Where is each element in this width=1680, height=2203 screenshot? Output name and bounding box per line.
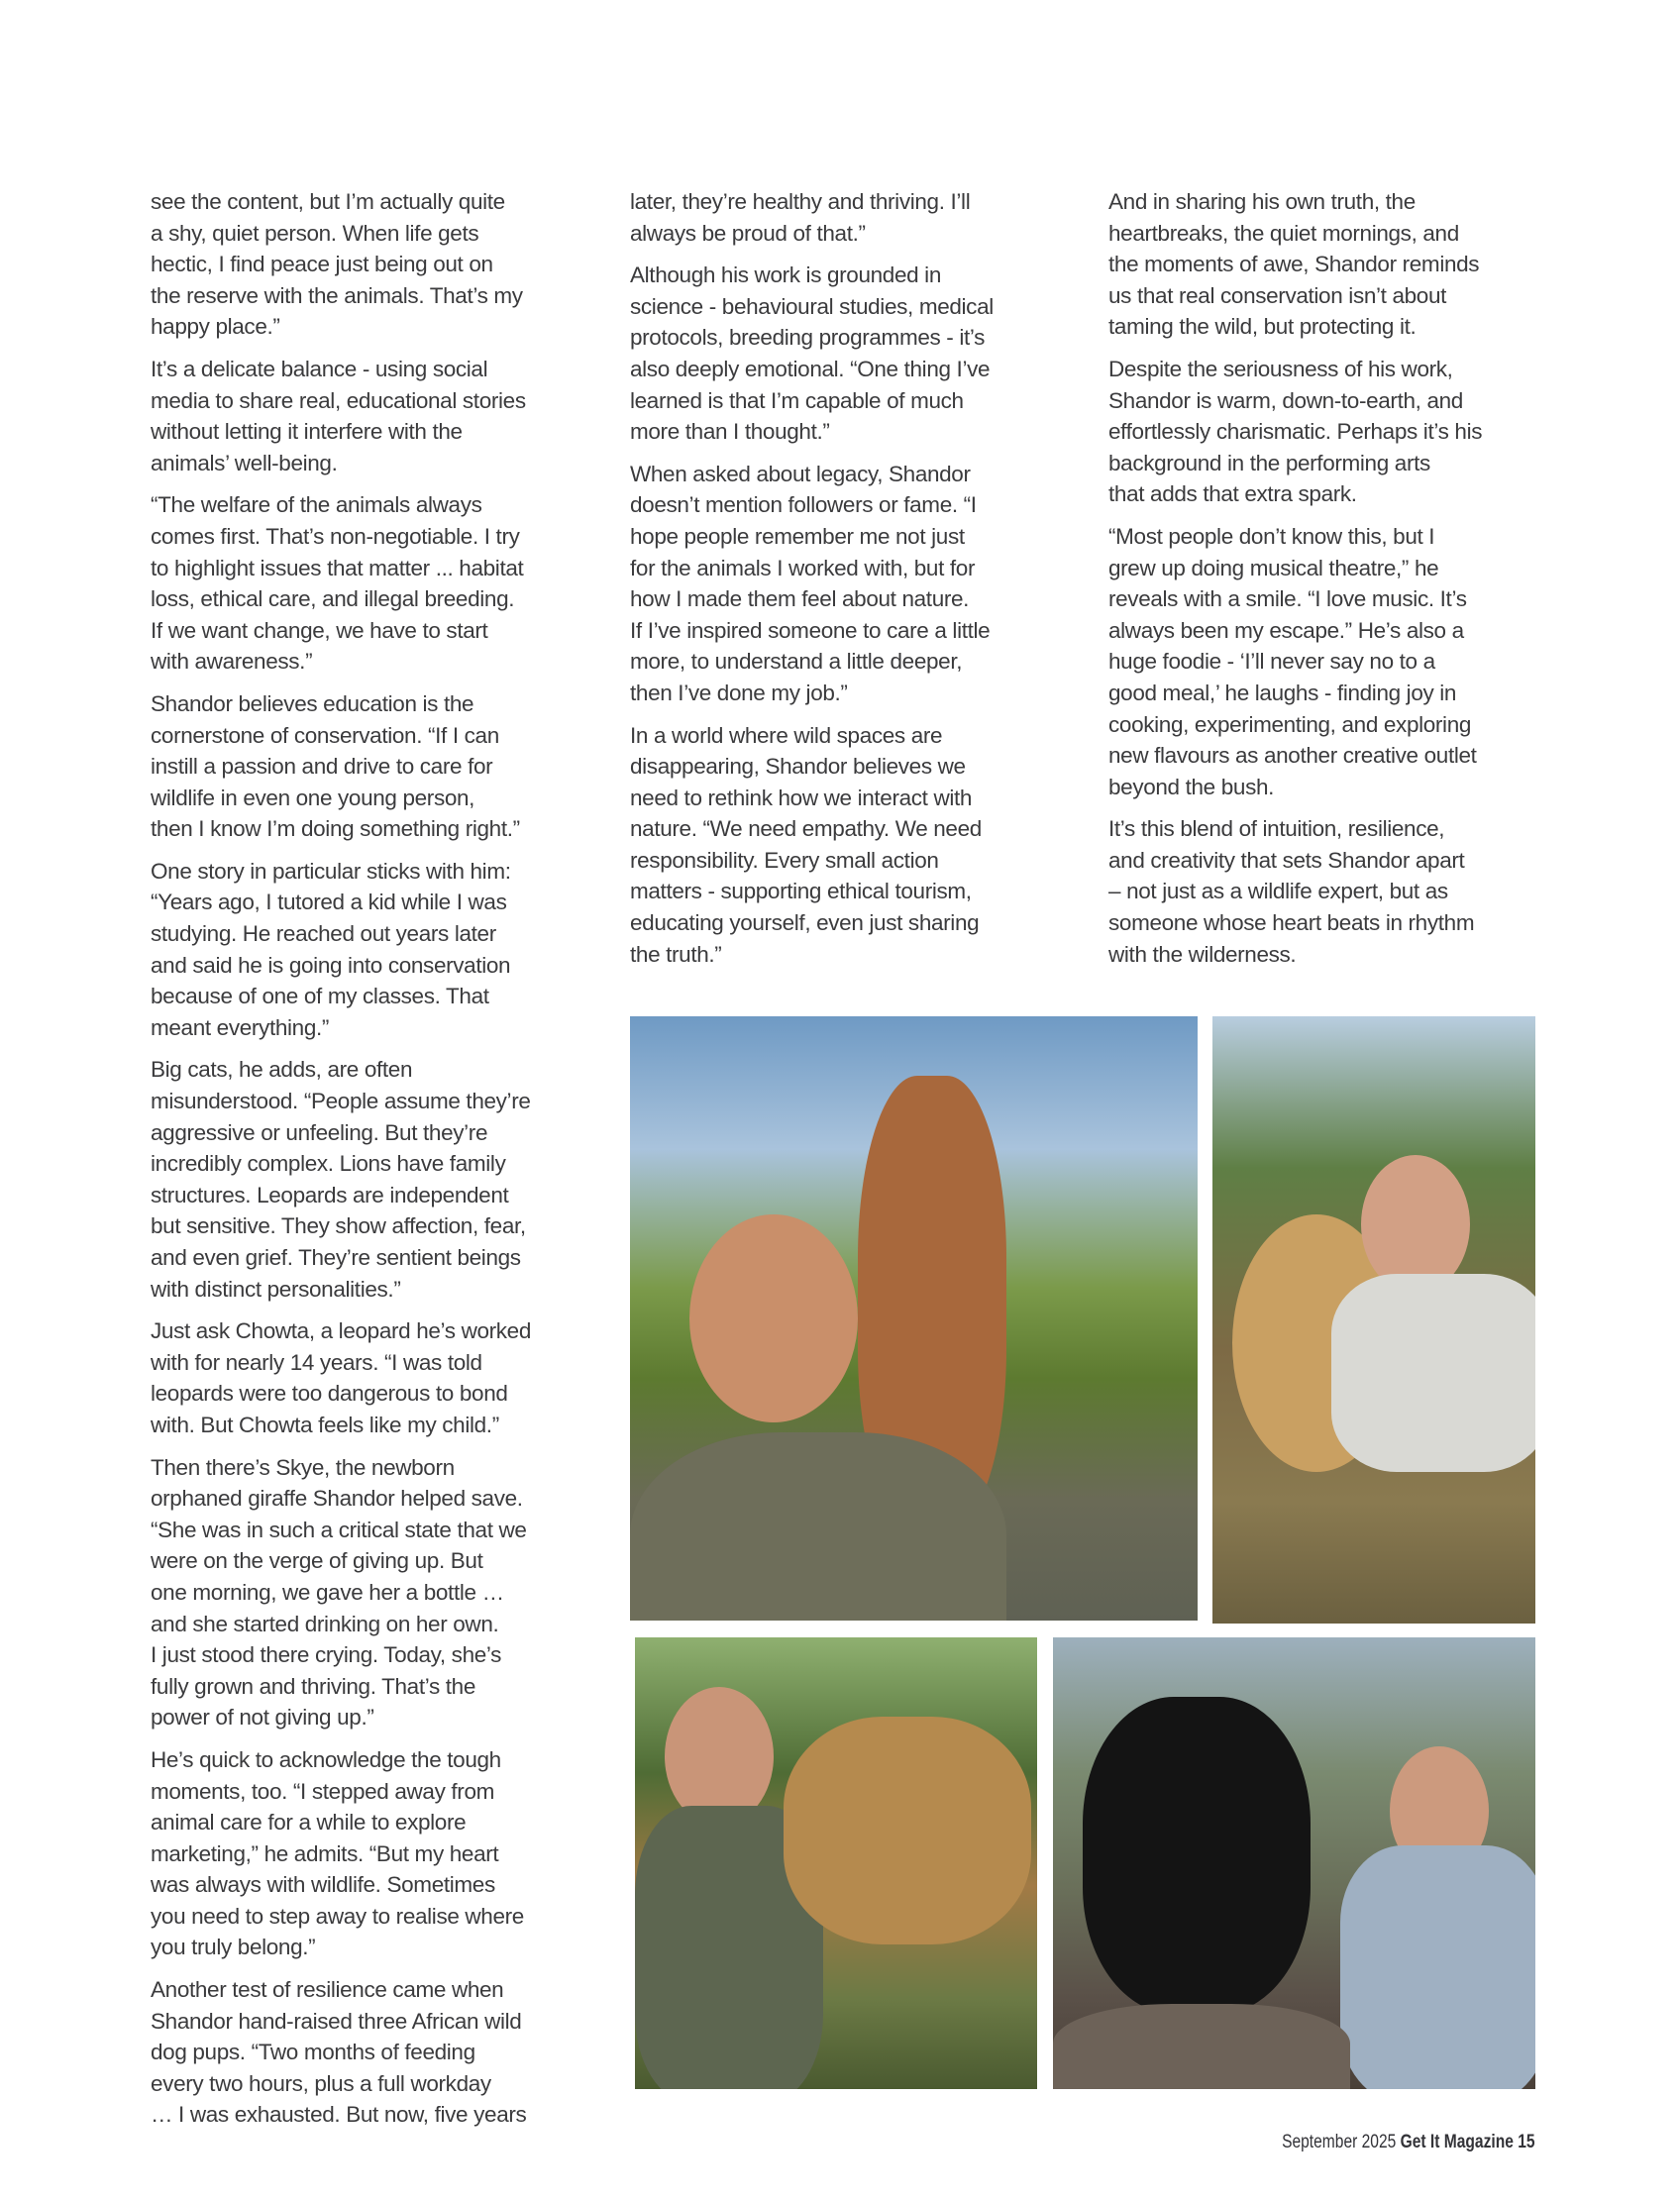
paragraph-line: and she started drinking on her own. [151, 1611, 499, 1636]
paragraph-line: were on the verge of giving up. But [151, 1548, 483, 1574]
paragraph-line: good meal,’ he laughs - finding joy in [1108, 680, 1457, 705]
paragraph-line: Another test of resilience came when [151, 1977, 504, 2003]
paragraph-line: animals’ well-being. [151, 450, 338, 475]
article-paragraph [151, 1054, 586, 1305]
paragraph-line: If I’ve inspired someone to care a little [630, 617, 991, 643]
paragraph-line: someone whose heart beats in rhythm [1108, 910, 1475, 936]
paragraph-line: how I made them feel about nature. [630, 586, 970, 612]
paragraph-line: loss, ethical care, and illegal breeding. [151, 586, 515, 612]
photo-shirt-shape [630, 1432, 1006, 1621]
paragraph-line: dog pups. “Two months of feeding [151, 2040, 475, 2065]
paragraph-line: learned is that I’m capable of much [630, 387, 964, 413]
paragraph-line: studying. He reached out years later [151, 921, 496, 947]
photo-man-with-cheetah [1212, 1016, 1535, 1624]
paragraph-line: with. But Chowta feels like my child.” [151, 1412, 499, 1437]
paragraph-line: Shandor believes education is the [151, 690, 474, 716]
paragraph-line: Although his work is grounded in [630, 262, 941, 288]
paragraph-line: responsibility. Every small action [630, 847, 939, 873]
paragraph-line: with the wilderness. [1108, 941, 1297, 967]
article-paragraph [1108, 813, 1544, 970]
paragraph-line: orphaned giraffe Shandor helped save. [151, 1486, 523, 1512]
paragraph-line: wildlife in even one young person, [151, 785, 475, 810]
article-paragraph [630, 459, 1051, 709]
paragraph-line: nature. “We need empathy. We need [630, 816, 982, 842]
paragraph-line: “The welfare of the animals always [151, 492, 482, 518]
paragraph-line: later, they’re healthy and thriving. I’ll [630, 189, 971, 214]
paragraph-line: “Years ago, I tutored a kid while I was [151, 890, 507, 915]
article-column-3 [1108, 186, 1544, 981]
paragraph-line: marketing,” he admits. “But my heart [151, 1840, 499, 1866]
paragraph-line: heartbreaks, the quiet mornings, and [1108, 220, 1459, 246]
paragraph-line: for the animals I worked with, but for [630, 555, 976, 580]
paragraph-line: every two hours, plus a full workday [151, 2070, 491, 2096]
article-paragraph [151, 688, 586, 845]
paragraph-line: educating yourself, even just sharing [630, 910, 980, 936]
photo-man-with-giraffe [630, 1016, 1198, 1621]
paragraph-line: “She was in such a critical state that we [151, 1517, 527, 1542]
paragraph-line: hectic, I find peace just being out on [151, 252, 493, 277]
paragraph-line: “Most people don’t know this, but I [1108, 523, 1435, 549]
paragraph-line: structures. Leopards are independent [151, 1182, 509, 1207]
paragraph-line: Shandor hand-raised three African wild [151, 2008, 522, 2034]
paragraph-line: moments, too. “I stepped away from [151, 1778, 495, 1804]
paragraph-line: one morning, we gave her a bottle … [151, 1579, 504, 1605]
photo-face-shape [665, 1687, 774, 1826]
article-column-2 [630, 186, 1051, 981]
paragraph-line: hope people remember me not just [630, 523, 965, 549]
paragraph-line: misunderstood. “People assume they’re [151, 1089, 531, 1114]
paragraph-line: the moments of awe, Shandor reminds [1108, 252, 1480, 277]
photo-face-shape [1361, 1155, 1470, 1294]
paragraph-line: more than I thought.” [630, 419, 830, 445]
paragraph-line: It’s this blend of intuition, resilience, [1108, 816, 1445, 842]
paragraph-line: aggressive or unfeeling. But they’re [151, 1119, 488, 1145]
paragraph-line: It’s a delicate balance - using social [151, 356, 488, 381]
article-paragraph [151, 1315, 586, 1440]
paragraph-line: grew up doing musical theatre,” he [1108, 555, 1439, 580]
paragraph-line: effortlessly charismatic. Perhaps it’s his [1108, 419, 1483, 445]
paragraph-line: science - behavioural studies, medical [630, 293, 994, 319]
paragraph-line: taming the wild, but protecting it. [1108, 314, 1417, 340]
paragraph-line: with awareness.” [151, 649, 313, 675]
paragraph-line: see the content, but I’m actually quite [151, 189, 505, 214]
photo-shirt-shape [1340, 1845, 1535, 2089]
article-paragraph [151, 1744, 586, 1963]
paragraph-line: new flavours as another creative outlet [1108, 743, 1477, 769]
paragraph-line: you need to step away to realise where [151, 1903, 524, 1929]
paragraph-line: then I know I’m doing something right.” [151, 816, 520, 842]
paragraph-line: incredibly complex. Lions have family [151, 1151, 506, 1177]
paragraph-line: with distinct personalities.” [151, 1276, 401, 1302]
page-footer [1283, 2132, 1535, 2153]
paragraph-line: If we want change, we have to start [151, 617, 488, 643]
paragraph-line: more, to understand a little deeper, [630, 649, 963, 675]
paragraph-line: that adds that extra spark. [1108, 481, 1357, 507]
paragraph-line: One story in particular sticks with him: [151, 858, 511, 884]
paragraph-line: the reserve with the animals. That’s my [151, 282, 523, 308]
footer-page-number: 15 [1518, 2132, 1535, 2152]
paragraph-line: and creativity that sets Shandor apart [1108, 847, 1465, 873]
article-paragraph [1108, 354, 1544, 510]
paragraph-line: but sensitive. They show affection, fear, [151, 1213, 526, 1239]
paragraph-line: disappearing, Shandor believes we [630, 754, 966, 780]
article-paragraph [151, 1974, 586, 2131]
paragraph-line: protocols, breeding programmes - it’s [630, 325, 986, 351]
photo-rock-shape [1053, 2004, 1350, 2089]
paragraph-line: was always with wildlife. Sometimes [151, 1872, 495, 1898]
paragraph-line: animal care for a while to explore [151, 1810, 467, 1836]
paragraph-line: Big cats, he adds, are often [151, 1057, 413, 1083]
footer-magazine-name: Get It Magazine [1401, 2132, 1515, 2152]
paragraph-line: I just stood there crying. Today, she’s [151, 1642, 502, 1668]
paragraph-line: When asked about legacy, Shandor [630, 461, 971, 486]
paragraph-line: without letting it interfere with the [151, 419, 463, 445]
paragraph-line: power of not giving up.” [151, 1705, 374, 1731]
paragraph-line: In a world where wild spaces are [630, 722, 943, 748]
paragraph-line: He’s quick to acknowledge the tough [151, 1746, 501, 1772]
article-paragraph [151, 1452, 586, 1733]
paragraph-line: leopards were too dangerous to bond [151, 1381, 508, 1407]
paragraph-line: meant everything.” [151, 1014, 330, 1040]
article-paragraph [151, 354, 586, 478]
paragraph-line: instill a passion and drive to care for [151, 754, 493, 780]
paragraph-line: us that real conservation isn’t about [1108, 282, 1447, 308]
paragraph-line: Despite the seriousness of his work, [1108, 356, 1453, 381]
footer-issue-date: September 2025 [1282, 2132, 1397, 2152]
photo-panther-shape [1083, 1697, 1311, 2014]
article-paragraph [630, 186, 1051, 249]
article-column-1 [151, 186, 586, 2142]
article-paragraph [151, 186, 586, 343]
paragraph-line: – not just as a wildlife expert, but as [1108, 879, 1448, 904]
paragraph-line: also deeply emotional. “One thing I’ve [630, 356, 991, 381]
paragraph-line: reveals with a smile. “I love music. It’s [1108, 586, 1467, 612]
photo-shirt-shape [1331, 1274, 1535, 1472]
paragraph-line: because of one of my classes. That [151, 984, 489, 1009]
paragraph-line: you truly belong.” [151, 1935, 316, 1960]
article-paragraph [630, 720, 1051, 971]
photo-leopard-shape [784, 1717, 1031, 1944]
paragraph-line: always been my escape.” He’s also a [1108, 617, 1464, 643]
paragraph-line: the truth.” [630, 941, 722, 967]
paragraph-line: with for nearly 14 years. “I was told [151, 1349, 482, 1375]
article-paragraph [151, 489, 586, 678]
paragraph-line: then I’ve done my job.” [630, 680, 848, 705]
photo-man-with-black-panther [1053, 1637, 1535, 2089]
paragraph-line: … I was exhausted. But now, five years [151, 2102, 527, 2128]
paragraph-line: matters - supporting ethical tourism, [630, 879, 972, 904]
paragraph-line: fully grown and thriving. That’s the [151, 1673, 476, 1699]
paragraph-line: happy place.” [151, 314, 280, 340]
paragraph-line: and said he is going into conservation [151, 952, 511, 978]
article-paragraph [1108, 521, 1544, 802]
paragraph-line: always be proud of that.” [630, 220, 866, 246]
paragraph-line: Then there’s Skye, the newborn [151, 1454, 455, 1480]
paragraph-line: cornerstone of conservation. “If I can [151, 722, 499, 748]
paragraph-line: beyond the bush. [1108, 774, 1275, 799]
paragraph-line: need to rethink how we interact with [630, 785, 973, 810]
paragraph-line: background in the performing arts [1108, 450, 1430, 475]
photo-man-with-leopard [635, 1637, 1037, 2089]
paragraph-line: cooking, experimenting, and exploring [1108, 711, 1472, 737]
article-paragraph [151, 856, 586, 1044]
paragraph-line: Shandor is warm, down-to-earth, and [1108, 387, 1463, 413]
paragraph-line: And in sharing his own truth, the [1108, 189, 1416, 214]
paragraph-line: doesn’t mention followers or fame. “I [630, 492, 977, 518]
paragraph-line: and even grief. They’re sentient beings [151, 1245, 521, 1270]
paragraph-line: huge foodie - ‘I’ll never say no to a [1108, 649, 1435, 675]
paragraph-line: Just ask Chowta, a leopard he’s worked [151, 1318, 531, 1344]
article-paragraph [630, 260, 1051, 448]
article-paragraph [1108, 186, 1544, 343]
photo-face-shape [689, 1214, 858, 1422]
paragraph-line: a shy, quiet person. When life gets [151, 220, 479, 246]
paragraph-line: media to share real, educational stories [151, 387, 526, 413]
paragraph-line: comes first. That’s non-negotiable. I try [151, 523, 520, 549]
paragraph-line: to highlight issues that matter ... habitat [151, 555, 524, 580]
